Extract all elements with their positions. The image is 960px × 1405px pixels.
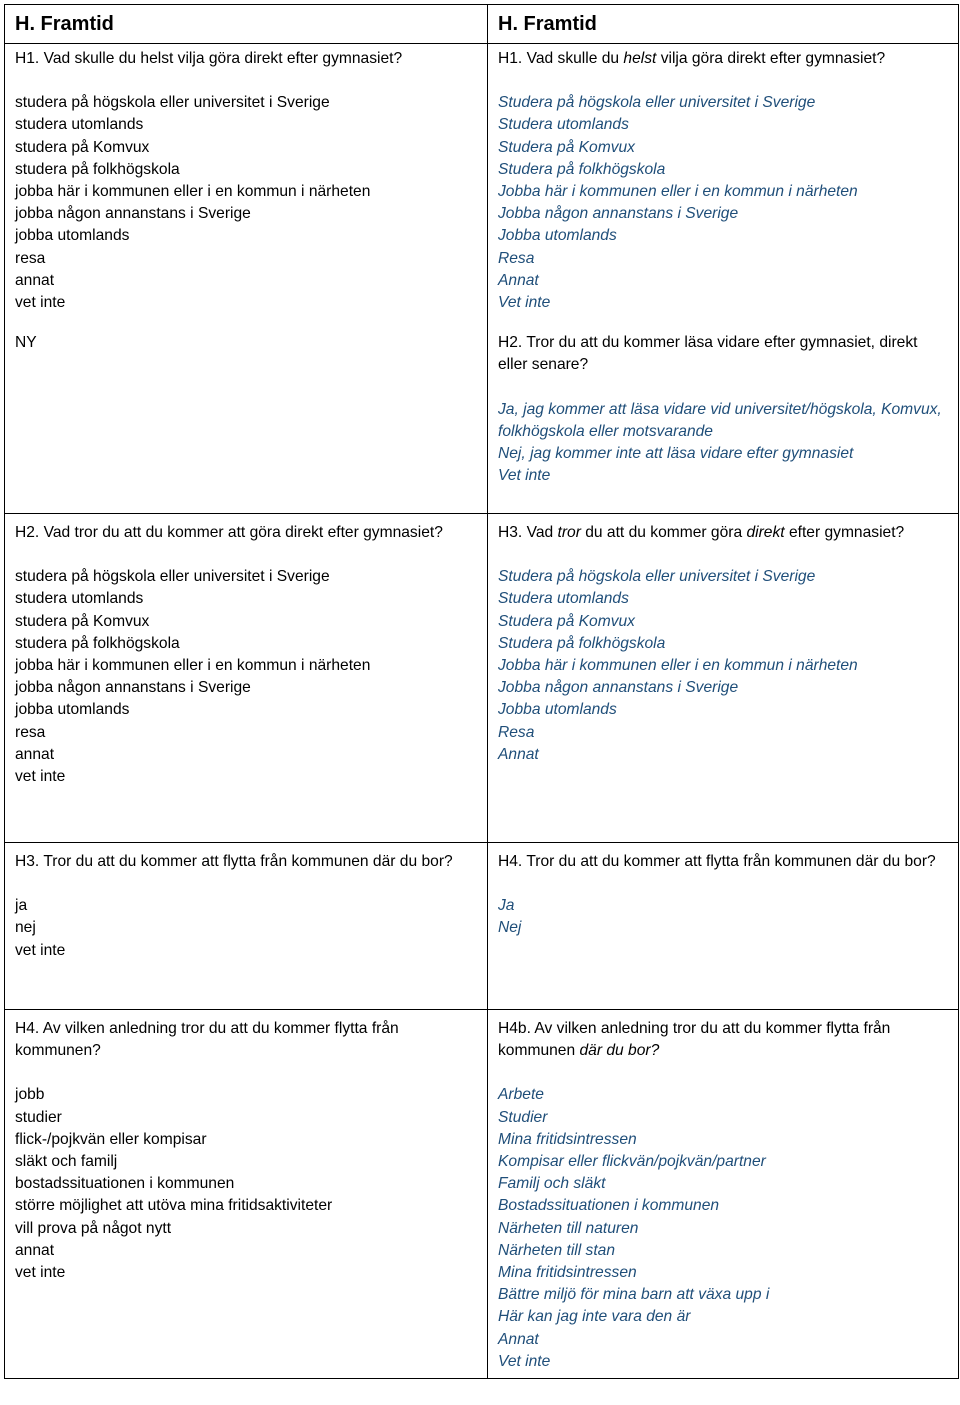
left-h1-note: NY [15, 334, 37, 352]
right-h2-block [498, 314, 948, 487]
option-item: annat [15, 745, 55, 763]
option-item: Bättre miljö för mina barn att växa upp i [498, 1286, 770, 1304]
option-item: resa [15, 723, 46, 741]
option-item: vet inte [15, 768, 66, 786]
option-item: Jobba någon annanstans i Sverige [498, 679, 739, 697]
option-item: jobba någon annanstans i Sverige [15, 679, 251, 697]
option-item: Studera på folkhögskola [498, 634, 666, 652]
option-item: Studera på Komvux [498, 612, 635, 630]
option-item: Närheten till stan [498, 1241, 616, 1259]
option-item: Bostadssituationen i kommunen [498, 1197, 720, 1215]
right-h3-options [498, 566, 948, 766]
option-item: Ja, jag kommer att läsa vidare vid universitet/högskola, Komvux, folkhögskola eller motsvarande [498, 400, 942, 440]
left-h2-cell [5, 514, 488, 843]
option-item: studera på folkhögskola [15, 634, 180, 652]
option-item: studera på folkhögskola [15, 160, 180, 178]
option-item: Jobba någon annanstans i Sverige [498, 205, 739, 223]
right-h1-options [498, 92, 948, 314]
right-h2-options [498, 399, 948, 488]
option-item: studera på Komvux [15, 138, 150, 156]
left-h2-question: H2. Vad tror du att du kommer att göra direkt efter gymnasiet? [15, 524, 443, 541]
left-h3-options [15, 895, 477, 962]
option-item: jobba någon annanstans i Sverige [15, 205, 251, 223]
left-h4-cell [5, 1010, 488, 1379]
right-h2-question: H2. Tror du att du kommer läsa vidare efter gymnasiet, direkt eller senare? [498, 334, 918, 374]
option-item: Närheten till naturen [498, 1219, 639, 1237]
option-item: jobba här i kommunen eller i en kommun i närheten [15, 183, 371, 201]
left-h3-question: H3. Tror du att du kommer att flytta från kommunen där du bor? [15, 853, 453, 870]
option-item: Studera på högskola eller universitet i Sverige [498, 568, 816, 586]
option-item: Jobba här i kommunen eller i en kommun i närheten [498, 183, 858, 201]
right-header: H. Framtid [488, 5, 959, 44]
option-item: Studera på Komvux [498, 138, 635, 156]
option-item: Studera utomlands [498, 116, 629, 134]
option-item: studera på Komvux [15, 612, 150, 630]
option-item: Jobba utomlands [498, 701, 617, 719]
option-item: Resa [498, 723, 535, 741]
option-item: vet inte [15, 294, 66, 312]
option-item: Annat [498, 1330, 539, 1348]
option-item: Nej, jag kommer inte att läsa vidare efter gymnasiet [498, 445, 854, 463]
row-2 [5, 514, 959, 843]
option-item: studera på högskola eller universitet i Sverige [15, 568, 330, 586]
row-4 [5, 1010, 959, 1379]
option-item: Ja [498, 897, 515, 915]
right-h4b-cell [488, 1010, 959, 1379]
option-item: annat [15, 271, 55, 289]
option-item: Familj och släkt [498, 1175, 606, 1193]
right-h1-h2-cell [488, 44, 959, 514]
option-item: större möjlighet att utöva mina fritidsaktiviteter [15, 1197, 333, 1215]
right-h1-question: H1. Vad skulle du helst vilja göra direkt efter gymnasiet? [498, 50, 886, 67]
option-item: vet inte [15, 941, 66, 959]
option-item: Studera utomlands [498, 590, 629, 608]
option-item: Annat [498, 745, 539, 763]
row-3 [5, 843, 959, 1010]
left-h1-options [15, 92, 477, 314]
option-item: Jobba utomlands [498, 227, 617, 245]
option-item: Annat [498, 271, 539, 289]
left-h1-question: H1. Vad skulle du helst vilja göra direkt efter gymnasiet? [15, 50, 403, 67]
right-h4b-question: H4b. Av vilken anledning tror du att du kommer flytta från kommunen där du bor? [498, 1020, 891, 1060]
option-item: jobba utomlands [15, 227, 130, 245]
option-item: ja [15, 897, 28, 915]
option-item: jobba här i kommunen eller i en kommun i närheten [15, 657, 371, 675]
right-h4-cell [488, 843, 959, 1010]
option-item: Resa [498, 249, 535, 267]
option-item: studier [15, 1108, 62, 1126]
left-h3-cell [5, 843, 488, 1010]
option-item: vill prova på något nytt [15, 1219, 172, 1237]
right-h4b-options [498, 1084, 948, 1373]
option-item: studera utomlands [15, 590, 144, 608]
option-item: Här kan jag inte vara den är [498, 1308, 691, 1326]
option-item: släkt och familj [15, 1153, 118, 1171]
option-item: studera på högskola eller universitet i Sverige [15, 94, 330, 112]
left-h4-question: H4. Av vilken anledning tror du att du kommer flytta från kommunen? [15, 1020, 399, 1060]
option-item: Mina fritidsintressen [498, 1264, 637, 1282]
option-item: annat [15, 1241, 55, 1259]
row-1 [5, 44, 959, 514]
option-item: bostadssituationen i kommunen [15, 1175, 235, 1193]
option-item: Mina fritidsintressen [498, 1130, 637, 1148]
option-item: vet inte [15, 1264, 66, 1282]
right-h3-cell [488, 514, 959, 843]
option-item: flick-/pojkvän eller kompisar [15, 1130, 207, 1148]
option-item: Vet inte [498, 467, 551, 485]
option-item: Vet inte [498, 1352, 551, 1370]
left-h1-cell [5, 44, 488, 514]
right-h4-options [498, 895, 948, 939]
option-item: Jobba här i kommunen eller i en kommun i närheten [498, 657, 858, 675]
option-item: jobb [15, 1086, 45, 1104]
option-item: nej [15, 919, 36, 937]
option-item: Vet inte [498, 294, 551, 312]
option-item: Studera på högskola eller universitet i Sverige [498, 94, 816, 112]
left-header: H. Framtid [5, 5, 488, 44]
left-h4-options [15, 1084, 477, 1284]
right-h3-question: H3. Vad tror du att du kommer göra direkt efter gymnasiet? [498, 524, 905, 541]
option-item: Studera på folkhögskola [498, 160, 666, 178]
left-h2-options [15, 566, 477, 788]
option-item: Studier [498, 1108, 548, 1126]
option-item: Kompisar eller flickvän/pojkvän/partner [498, 1153, 766, 1171]
survey-comparison-table [4, 4, 959, 1379]
right-h4-question: H4. Tror du att du kommer att flytta från kommunen där du bor? [498, 853, 936, 870]
option-item: Nej [498, 919, 522, 937]
option-item: resa [15, 249, 46, 267]
option-item: jobba utomlands [15, 701, 130, 719]
option-item: Arbete [498, 1086, 544, 1104]
header-row [5, 5, 959, 44]
option-item: studera utomlands [15, 116, 144, 134]
